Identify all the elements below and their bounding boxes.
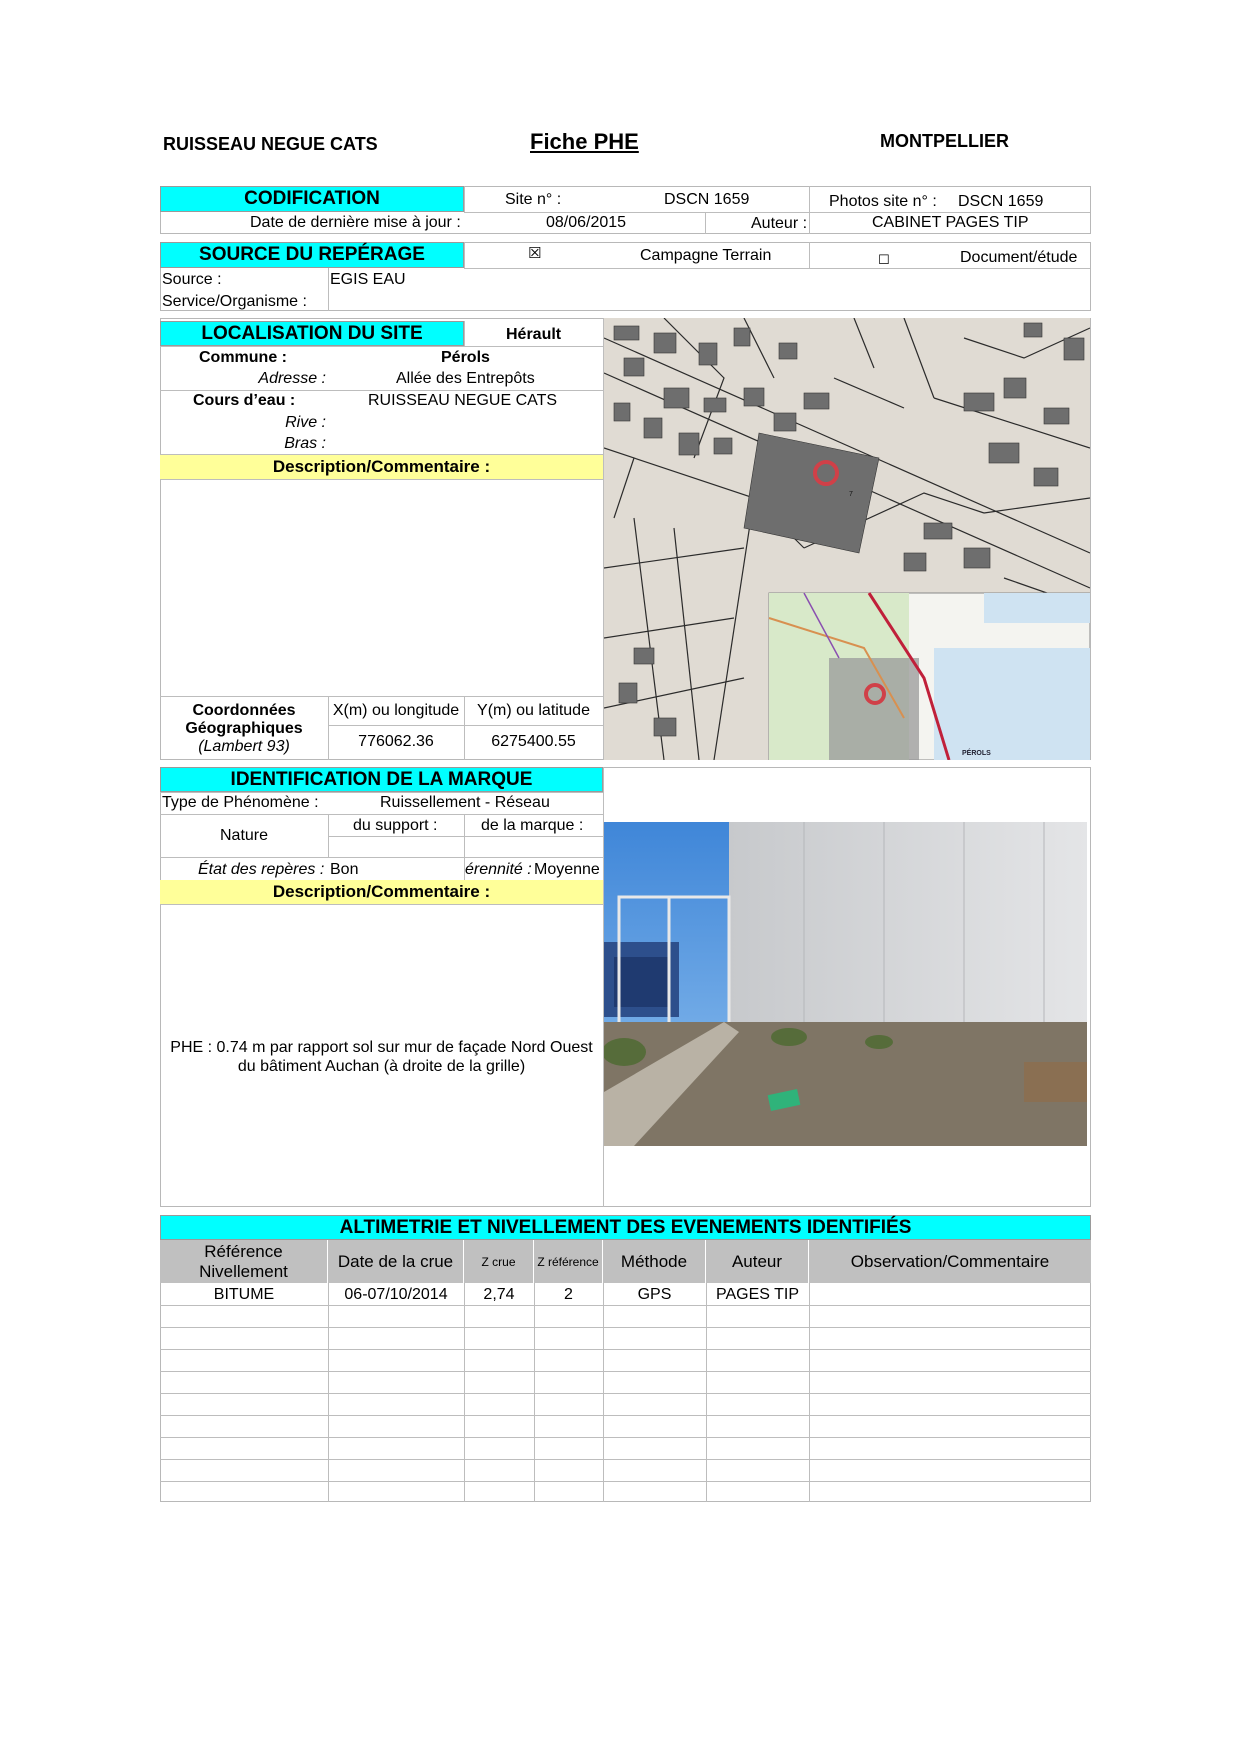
cours-label: Cours d’eau : [193,392,296,409]
id-description-line1: PHE : 0.74 m par rapport sol sur mur de façade Nord Ouest [170,1039,593,1056]
perennite-value: Moyenne [534,861,600,878]
marque-label: de la marque : [481,817,584,834]
bras-label: Bras : [284,435,326,452]
col-header-observation: Observation/Commentaire [809,1240,1091,1283]
y-label: Y(m) ou latitude [477,702,590,719]
x-value: 776062.36 [358,733,434,750]
etat-value: Bon [330,861,359,878]
type-value: Ruissellement - Réseau [380,794,550,811]
inset-topo-map [769,593,1090,760]
col-header-methode: Méthode [603,1240,706,1283]
site-photo [604,822,1087,1146]
support-label: du support : [353,817,438,834]
site-value: DSCN 1659 [664,191,750,208]
cell-z-reference: 2 [564,1286,573,1303]
col-header-date: Date de la crue [328,1240,464,1283]
id-description-heading: Description/Commentaire : [160,880,603,904]
cell-date: 06-07/10/2014 [344,1286,448,1303]
altimetrie-heading: ALTIMETRIE ET NIVELLEMENT DES EVENEMENTS IDENTIFIÉS [160,1215,1091,1240]
codification-heading: CODIFICATION [160,186,464,212]
campagne-label: Campagne Terrain [640,247,772,264]
coord-label-1: Coordonnées [192,702,296,719]
header-left: RUISSEAU NEGUE CATS [163,134,378,154]
coord-label-3: (Lambert 93) [198,738,290,755]
identification-heading: IDENTIFICATION DE LA MARQUE [160,767,603,792]
service-label: Service/Organisme : [162,293,307,310]
cell-methode: GPS [637,1286,672,1303]
col-header-auteur: Auteur [706,1240,809,1283]
site-label: Site n° : [505,191,562,208]
type-label: Type de Phénomène : [162,794,319,811]
rive-label: Rive : [285,414,326,431]
cadastral-map [604,318,1090,760]
source-value: EGIS EAU [330,271,406,288]
date-label: Date de dernière mise à jour : [250,214,461,231]
cell-reference: BITUME [213,1286,275,1303]
source-heading: SOURCE DU REPÉRAGE [160,242,464,268]
col-header-reference: Référence Nivellement [160,1240,328,1283]
auteur-value: CABINET PAGES TIP [872,214,1029,231]
campagne-checkbox[interactable]: ☒ [528,245,542,262]
adresse-value: Allée des Entrepôts [396,370,535,387]
cell-z-crue: 2,74 [483,1286,515,1303]
document-label: Document/étude [960,249,1078,266]
document-checkbox[interactable]: ☐ [878,252,890,267]
coord-label-2: Géographiques [185,720,303,737]
departement-value: Hérault [506,326,562,343]
source-label: Source : [162,271,222,288]
commune-value: Pérols [441,349,490,366]
cours-value: RUISSEAU NEGUE CATS [368,392,558,409]
page-title: Fiche PHE [530,129,639,154]
commune-label: Commune : [199,349,287,366]
header-right: MONTPELLIER [880,131,1009,151]
col-header-z-reference: Z référence [534,1240,603,1283]
inset-town-label: PÉROLS [962,750,991,757]
localisation-heading: LOCALISATION DU SITE [160,321,464,346]
y-value: 6275400.55 [491,733,576,750]
id-description-line2: du bâtiment Auchan (à droite de la grille) [237,1058,526,1075]
map-plot-label: 7 [849,491,853,498]
x-label: X(m) ou longitude [332,702,460,719]
adresse-label: Adresse : [258,370,326,387]
nature-label: Nature [220,827,269,844]
loc-description-heading: Description/Commentaire : [160,455,603,479]
etat-label: État des repères : [198,861,325,878]
col-header-z-crue: Z crue [464,1240,534,1283]
photos-label: Photos site n° : [829,193,937,210]
date-value: 08/06/2015 [546,214,627,231]
cell-auteur: PAGES TIP [716,1286,799,1303]
perennite-label: érennité : [465,861,532,878]
auteur-label: Auteur : [751,215,808,232]
photos-value: DSCN 1659 [958,193,1044,210]
